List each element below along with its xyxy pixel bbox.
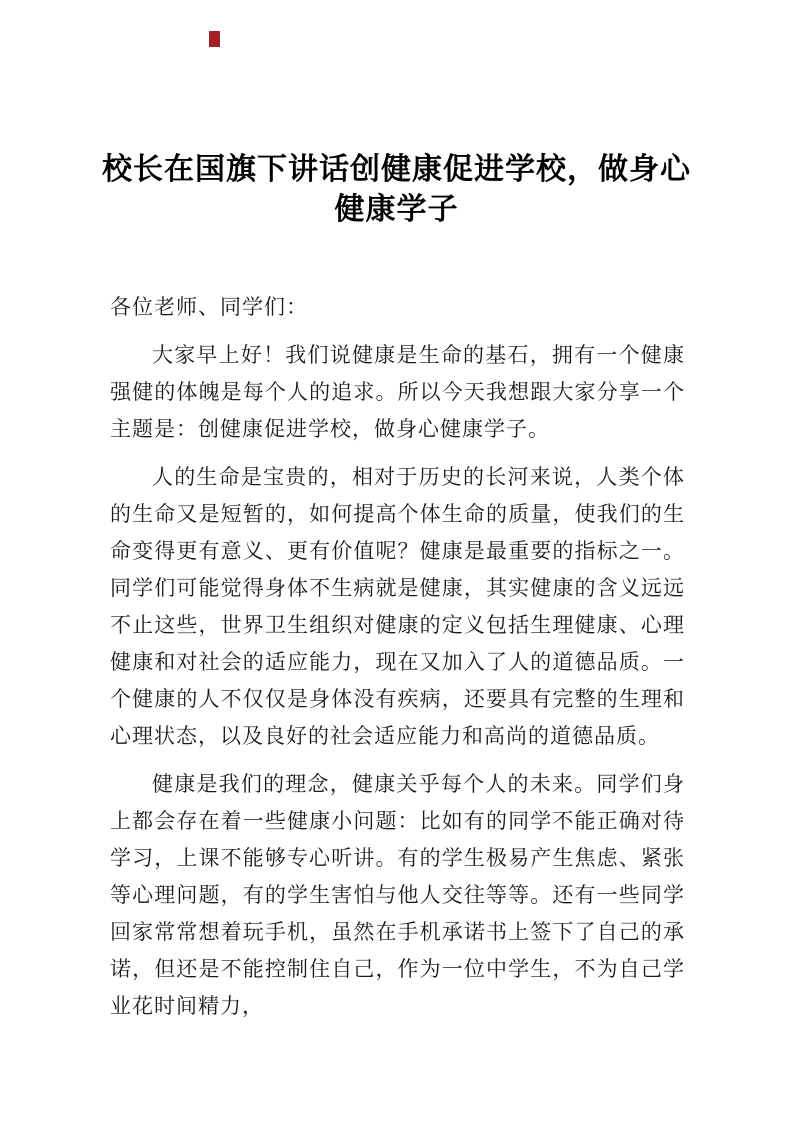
document-body (110, 289, 685, 1036)
paragraph-1: 大家早上好！我们说健康是生命的基石，拥有一个健康强健的体魄是每个人的追求。所以今天我想跟大家分享一个主题是：创健康促进学校，做身心健康学子。 (110, 343, 685, 441)
salutation: 各位老师、同学们： (110, 295, 308, 319)
red-stamp-mark (209, 31, 220, 47)
document-title: 校长在国旗下讲话创健康促进学校，做身心健康学子 (102, 153, 691, 226)
paragraph-3: 健康是我们的理念，健康关乎每个人的未来。同学们身上都会存在着一些健康小问题：比如有的同学不能正确对待学习，上课不能够专心听讲。有的学生极易产生焦虑、紧张等心理问题，有的学生害怕与他人交往等等。还有一些同学回家常常想着玩手机，虽然在手机承诺书上签下了自己的承诺，但还是不能控制住自己，作为一位中学生，不为自己学业花时间精力， (110, 772, 685, 1018)
paragraph-2: 人的生命是宝贵的，相对于历史的长河来说，人类个体的生命又是短暂的，如何提高个体生命的质量，使我们的生命变得更有意义、更有价值呢？健康是最重要的指标之一。同学们可能觉得身体不生病就是健康，其实健康的含义远远不止这些，世界卫生组织对健康的定义包括生理健康、心理健康和对社会的适应能力，现在又加入了人的道德品质。一个健康的人不仅仅是身体没有疾病，还要具有完整的生理和心理状态，以及良好的社会适应能力和高尚的道德品质。 (110, 465, 685, 748)
